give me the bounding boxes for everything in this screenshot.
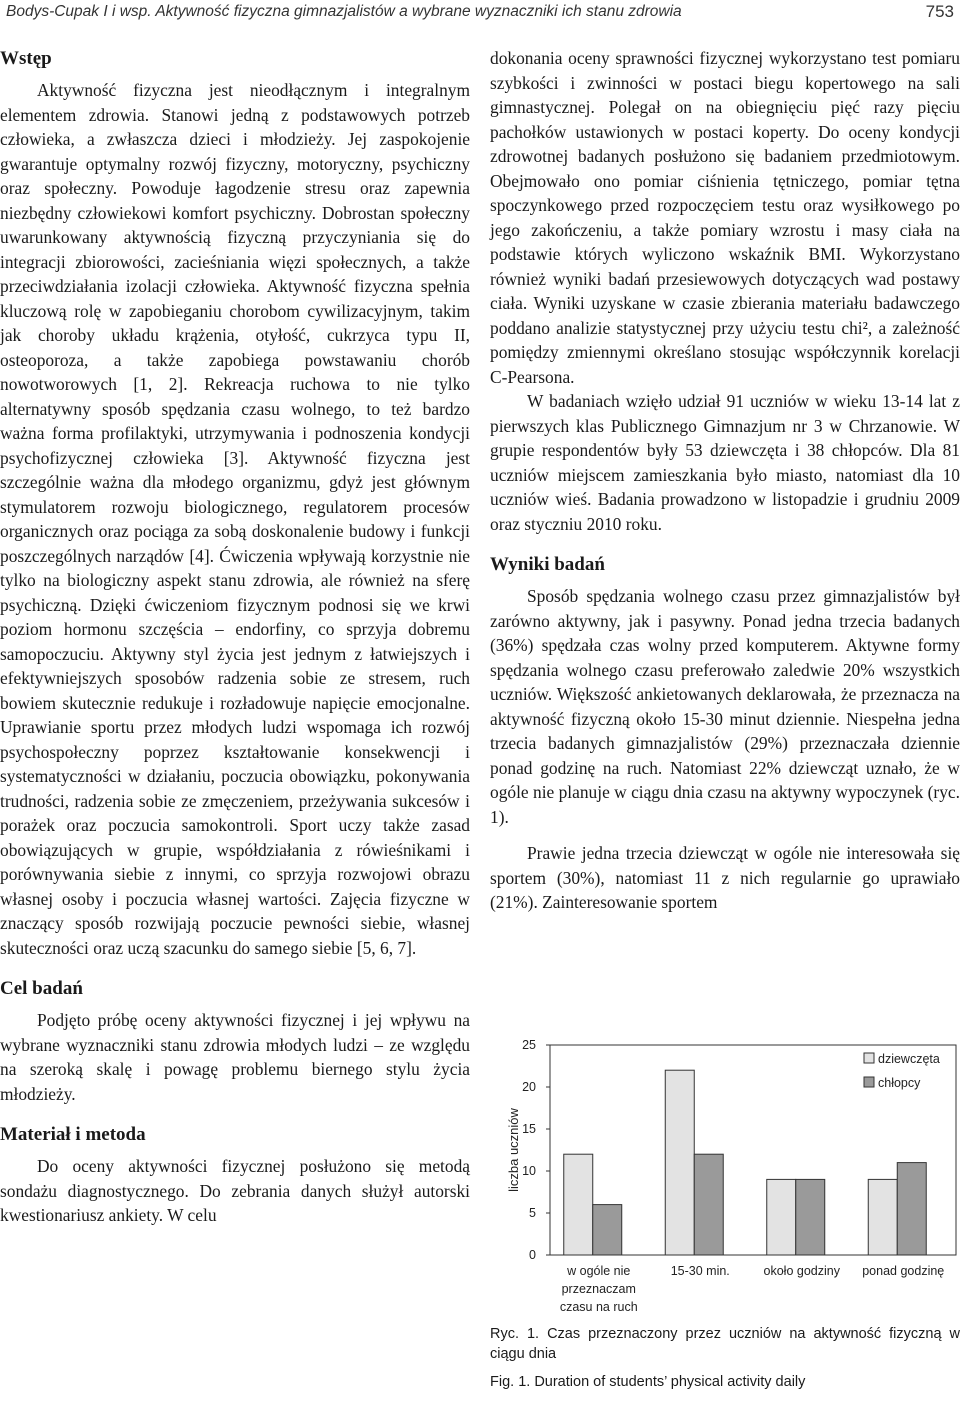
y-axis-label: liczba uczniów — [506, 1108, 521, 1192]
participants-paragraph: W badaniach wzięło udział 91 uczniów w wieku 13-14 lat z pierwszych klas Publicznego Gimnazjum nr 3 w Chrzanowie. W grupie respondentów były 53 dziewczęta i 38 chłopców. Dla 81 uczniów miejscem zamieszkania było miasto, natomiast dla 10 uczniów wieś. Badania prowadzono w listopadzie i grudniu 2009 oraz styczniu 2010 roku. — [490, 391, 960, 534]
bar-boys — [694, 1154, 723, 1255]
bar-boys — [796, 1179, 825, 1255]
intro-heading: Wstęp — [0, 48, 52, 69]
x-tick-label: przeznaczam — [561, 1282, 636, 1296]
results-paragraph-2: Prawie jedna trzecia dziewcząt w ogóle nie interesowała się sportem (30%), natomiast 11 z nich regularnie go uprawiało (21%). Zainteresowanie sportem — [490, 843, 960, 912]
intro-paragraph: Aktywność fizyczna jest nieodłącznym i integralnym elementem zdrowia. Stanowi jedną z podstawowych potrzeb człowieka, a zwłaszcza dzieci i młodzieży. Jej zaspokojenie gwarantuje optymalny rozwój fizyczny, motoryczny, psychiczny oraz społeczny. Powoduje łagodzenie stresu oraz zapewnia niezbędny człowiekowi komfort psychiczny. Dobrostan społeczny uwarunkowany aktywnością fizyczną przyczyniania się do integracji zbiorowości, zacieśniania więzi społecznych, a także przeciwdziałania izolacji człowieka. Aktywność fizyczna spełnia kluczową rolę w zapobieganiu chorobom cywilizacyjnym, takim jak choroby układu krążenia, otyłość, cukrzyca typu II, osteoporoza, a także zapobiega powstawaniu chorób nowotworowych [1, 2]. Rekreacja ruchowa to nie tylko alternatywny sposób spędzania czasu wolnego, to też bardzo ważna forma profilaktyki, utrzymywania i podnoszenia kondycji psychofizycznej człowieka [3]. Aktywność fizyczna jest szczególnie ważna dla młodego organizmu, gdyż jest głównym stymulatorem rozwoju biologicznego, regulatorem procesów organicznych oraz pociąga za sobą doskonalenie budowy i funkcji poszczególnych narządów [4]. Ćwiczenia wpływają korzystnie nie tylko na biologiczny aspekt stanu zdrowia, ale również na sferę psychiczną. Dzięki ćwiczeniom fizycznym podnosi się we krwi poziom hormonu szczęścia – endorfiny, co sprzyja dobremu samopoczuciu. Aktywny styl życia jest jednym z łatwiejszych i efektywniejszych sposobów radzenia sobie ze stresem, ruch bowiem skutecznie redukuje i rozładowuje napięcie emocjonalne. Uprawianie sportu przez młodych ludzi wspomaga ich rozwój psychospołeczny poprzez kształtowanie konsekwencji i systematyczności w działaniu, poczucia obowiązku, pokonywania trudności, radzenia sobie ze zmęczeniem, przeżywania sukcesów i porażek oraz poczucia samokontroli. Sport uczy także zasad obowiązujących w grupie, współdziałania z rówieśnikami i porównywania siebie z innymi, co sprzyja rozwojowi obrazu własnej osoby i poczucia własnej wartości. Zajęcia fizyczne w znaczący sposób rozwijają poczucie pewności siebie, własnej skuteczności oraz uczą szacunku do samego siebie [5, 6, 7]. — [0, 80, 470, 958]
methods-paragraph: Do oceny aktywności fizycznej posłużono się metodą sondażu diagnostycznego. Do zebrania danych służył autorski kwestionariusz ankiety. W celu — [0, 1156, 470, 1225]
bar-girls — [767, 1179, 796, 1255]
y-tick-label: 0 — [529, 1248, 536, 1262]
methods-continuation: dokonania oceny sprawności fizycznej wykorzystano test pomiaru szybkości i zwinności w postaci biegu kopertowego na sali gimnastycznej. Polegał on na obiegnięciu pięć razy pięciu pachołków ustawionych w postaci koperty. Do oceny kondycji zdrowotnej badanych posłużono się badaniem przedmiotowym. Obejmowało ono pomiar ciśnienia tętniczego, pomiar tętna spoczynkowego przed rozpoczęciem testu oraz wysiłkowego po jego zakończeniu, a także pomiary wzrostu i masy ciała na podstawie których wyliczono wskaźnik BMI. Wykorzystano również wyniki badań przesiewowych dotyczących wad postawy ciała. Wyniki uzyskane w czasie zbierania materiału badawczego poddano analizie statystycznej przy użyciu testu chi², a zależność pomiędzy zmiennymi określano stosując współczynnik korelacji C-Pearsona. — [490, 48, 960, 387]
right-column — [490, 46, 960, 915]
x-tick-label: w ogóle nie — [567, 1264, 631, 1278]
y-tick-label: 20 — [522, 1080, 536, 1094]
aim-heading: Cel badań — [0, 978, 83, 999]
x-tick-label: około godziny — [763, 1264, 840, 1278]
bar-girls — [665, 1070, 694, 1255]
y-tick-label: 25 — [522, 1038, 536, 1052]
y-tick-label: 5 — [529, 1206, 536, 1220]
bar-girls — [868, 1179, 897, 1255]
figure-1 — [490, 1025, 960, 1325]
figure-caption-en: Fig. 1. Duration of students’ physical activity daily — [490, 1374, 806, 1390]
aim-paragraph: Podjęto próbę oceny aktywności fizycznej i jej wpływu na wybrane wyznaczniki stanu zdrowia młodych ludzi – ze względu na szeroką skalę i powagę problemu biernego stylu życia młodzieży. — [0, 1010, 470, 1104]
left-column — [0, 48, 470, 1228]
methods-heading: Materiał i metoda — [0, 1124, 146, 1145]
results-heading: Wyniki badań — [490, 554, 605, 575]
figure-caption-pl: Ryc. 1. Czas przeznaczony przez uczniów na aktywność fizyczną w ciągu dnia — [490, 1326, 960, 1362]
y-tick-label: 10 — [522, 1164, 536, 1178]
bar-chart — [490, 1025, 960, 1325]
bar-boys — [897, 1163, 926, 1255]
legend-label: dziewczęta — [878, 1052, 940, 1066]
legend-swatch — [864, 1077, 874, 1087]
page-number: 753 — [925, 2, 954, 21]
running-header — [6, 0, 954, 24]
y-tick-label: 15 — [522, 1122, 536, 1136]
bar-boys — [593, 1205, 622, 1255]
legend-swatch — [864, 1053, 874, 1063]
running-title: Bodys-Cupak I i wsp. Aktywność fizyczna gimnazjalistów a wybrane wyznaczniki ich stanu zdrowia — [6, 3, 682, 20]
legend-label: chłopcy — [878, 1076, 921, 1090]
x-tick-label: czasu na ruch — [559, 1300, 638, 1314]
x-tick-label: ponad godzinę — [862, 1264, 945, 1278]
x-tick-label: 15-30 min. — [670, 1264, 730, 1278]
bar-girls — [564, 1154, 593, 1255]
results-paragraph: Sposób spędzania wolnego czasu przez gimnazjalistów był zarówno aktywny, jak i pasywny. Ponad jedna trzecia badanych (36%) spędzała czas wolny przed komputerem. Aktywne formy spędzania wolnego czasu preferowało zaledwie 20% wszystkich uczniów. Większość ankietowanych deklarowała, że przeznacza na aktywność fizyczną około 15-30 minut dziennie. Niespełna jedna trzecia badanych gimnazjalistów (29%) przeznaczała dziennie ponad godzinę na ruch. Natomiast 22% dziewcząt uznało, że w ogóle nie planuje w ciągu dnia czasu na aktywny wypoczynek (ryc. 1). — [490, 586, 960, 827]
